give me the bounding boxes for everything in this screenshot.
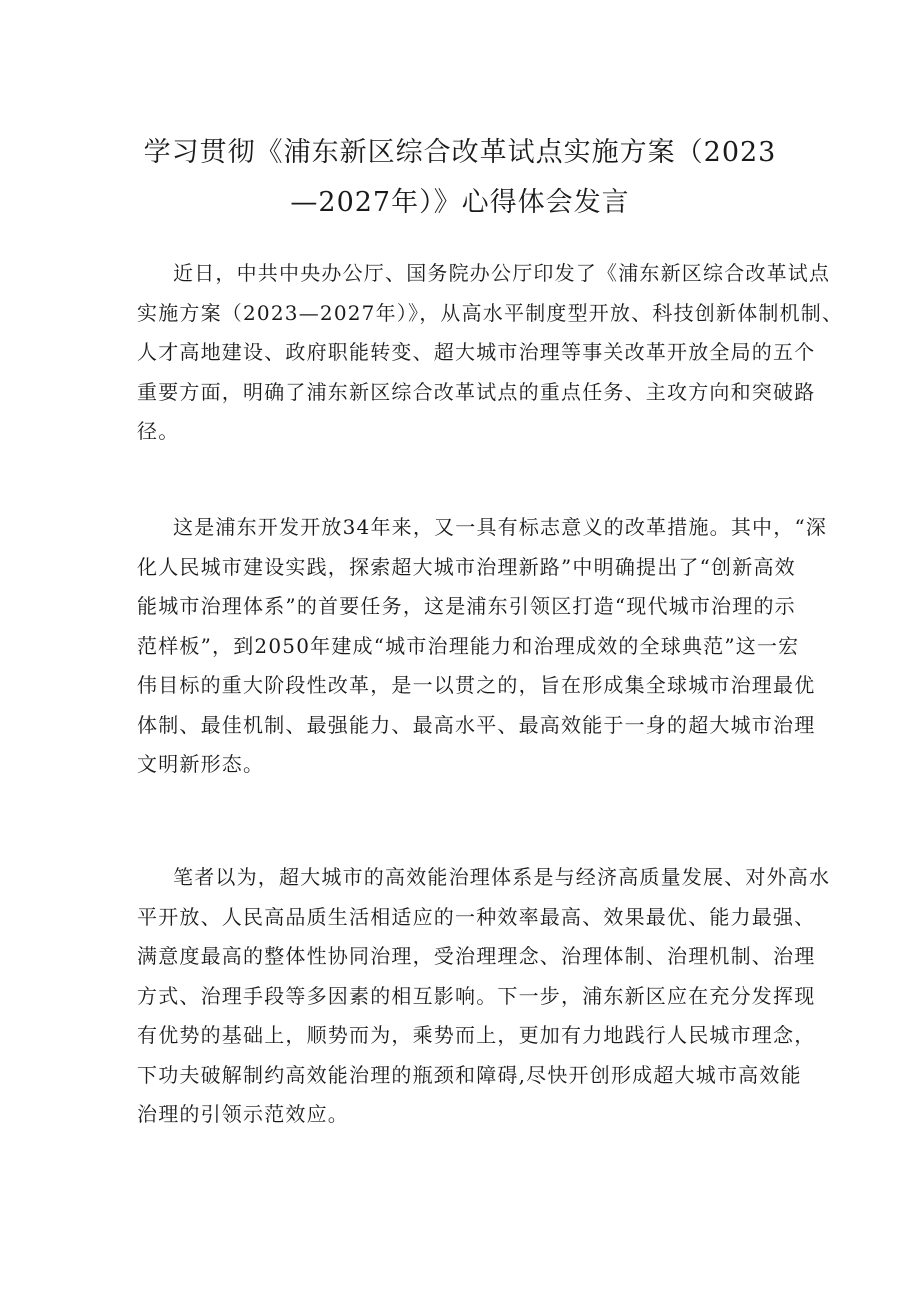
paragraph-line: 实施方案（2023—2027年）》，从高水平制度型开放、科技创新体制机制、 <box>137 300 844 325</box>
paragraph-line: 人才高地建设、政府职能转变、超大城市治理等事关改革开放全局的五个 <box>137 340 816 364</box>
title-line-2: —2027年）》心得体会发言 <box>290 187 630 218</box>
paragraph-line: 重要方面，明确了浦东新区综合改革试点的重点任务、主攻方向和突破路 <box>137 379 816 404</box>
paragraph-line: 下功夫破解制约高效能治理的瓶颈和障碍,尽快开创形成超大城市高效能 <box>137 1062 802 1087</box>
paragraph-line: 满意度最高的整体性协同治理，受治理理念、治理体制、治理机制、治理 <box>137 944 816 968</box>
paragraph-3 <box>137 858 831 1135</box>
paragraph-line: 有优势的基础上，顺势而为，乘势而上，更加有力地践行人民城市理念， <box>137 1023 816 1047</box>
title-line-1: 学习贯彻《浦东新区综合改革试点实施方案（2023 <box>143 137 777 168</box>
paragraph-line: 方式、治理手段等多因素的相互影响。下一步，浦东新区应在充分发挥现 <box>137 983 816 1008</box>
paragraph-line: 平开放、人民高品质生活相适应的一种效率最高、效果最优、能力最强、 <box>137 904 816 929</box>
paragraph-line: 近日，中共中央办公厅、国务院办公厅印发了《浦东新区综合改革试点 <box>173 261 831 285</box>
paragraph-line: 这是浦东开发开放34年来，又一具有标志意义的改革措施。其中，“深 <box>173 515 828 539</box>
paragraph-line: 能城市治理体系”的首要任务，这是浦东引领区打造“现代城市治理的示 <box>137 594 796 618</box>
paragraph-line: 径。 <box>137 419 180 443</box>
paragraph-line: 体制、最佳机制、最强能力、最高水平、最高效能于一身的超大城市治理 <box>137 712 816 737</box>
paragraph-1 <box>137 254 844 452</box>
document-title <box>130 128 790 228</box>
paragraph-line: 化人民城市建设实践，探索超大城市治理新路”中明确提出了“创新高效 <box>137 554 796 579</box>
paragraph-line: 文明新形态。 <box>137 752 265 776</box>
paragraph-line: 伟目标的重大阶段性改革，是一以贯之的，旨在形成集全球城市治理最优 <box>137 673 816 697</box>
paragraph-2 <box>137 508 828 785</box>
paragraph-line: 治理的引领示范效应。 <box>137 1102 349 1126</box>
paragraph-line: 笔者以为，超大城市的高效能治理体系是与经济高质量发展、对外高水 <box>173 865 831 889</box>
paragraph-line: 范样板”，到2050年建成“城市治理能力和治理成效的全球典范”这一宏 <box>137 633 800 658</box>
